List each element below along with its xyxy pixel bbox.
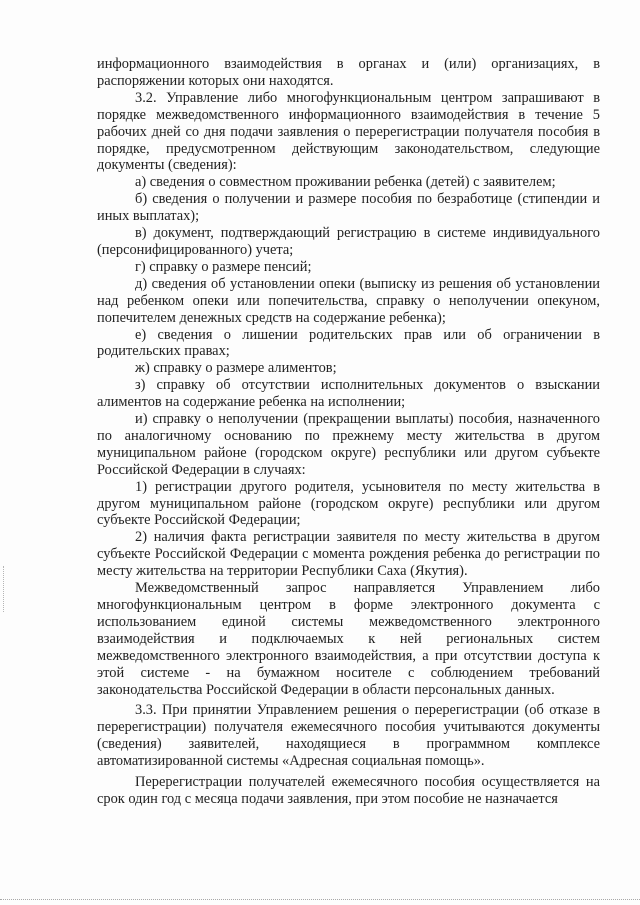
- scan-bottom-edge: [0, 899, 640, 900]
- document-body: [97, 56, 600, 808]
- sub-item-1: 1) регистрации другого родителя, усыновителя по месту жительства в другом муниципальном районе (городском округе) республики или другом субъекте Российской Федерации;: [97, 478, 600, 529]
- list-item-zh: ж) справку о размере алиментов;: [135, 360, 337, 377]
- list-item-b: б) сведения о получении и размере пособия по безработице (стипендии и иных выплатах);: [97, 191, 600, 225]
- paragraph-3-3: 3.3. При принятии Управлением решения о перерегистрации (об отказе в перерегистрации) получателя ежемесячного пособия учитываются документы (сведения) заявителей, находящиеся в программном комплексе автоматизированной системы «Адресная социальная помощь».: [97, 702, 600, 770]
- list-item-g: г) справку о размере пенсий;: [135, 258, 312, 275]
- list-item-d: д) сведения об установлении опеки (выписку из решения об установлении над ребенком опеки или попечительства, справку о неполучении опекуном, попечителем денежных средств на содержание ребенка);: [97, 275, 600, 326]
- paragraph-3-2: 3.2. Управление либо многофункциональным центром запрашивают в порядке межведомственного информационного взаимодействия в течение 5 рабочих дней со дня подачи заявления о перерегистрации получателя пособия в порядке, предусмотренном действующим законодательством, следующие документы (сведения):: [97, 89, 600, 174]
- list-item-a: а) сведения о совместном проживании ребенка (детей) с заявителем;: [135, 174, 556, 191]
- sub-item-2: 2) наличия факта регистрации заявителя по месту жительства в другом субъекте Российской Федерации с момента рождения ребенка до регистрации по месту жительства на территории Республики Саха (Якутия).: [97, 529, 600, 580]
- list-item-i: и) справку о неполучении (прекращении выплаты) пособия, назначенного по аналогичному основанию по прежнему месту жительства в другом муниципальном районе (городском округе) республики или другом субъекте Российской Федерации в случаях:: [97, 411, 600, 478]
- scan-edge-mark: [3, 566, 6, 612]
- paragraph-reregistration-term: Перерегистрации получателей ежемесячного пособия осуществляется на срок один год с месяца подачи заявления, при этом пособие не назначается: [97, 774, 600, 807]
- paragraph-interagency-request: Межведомственный запрос направляется Управлением либо многофункциональным центром в форме электронного документа с использованием единой системы межведомственного электронного взаимодействия и подключаемых к ней региональных систем межведомственного электронного взаимодействия, а при отсутствии доступа к этой системе - на бумажном носителе с соблюдением требований законодательства Российской Федерации в области персональных данных.: [97, 580, 600, 698]
- list-item-e: е) сведения о лишении родительских прав или об ограничении в родительских правах;: [97, 326, 600, 360]
- paragraph-continuation: информационного взаимодействия в органах и (или) организациях, в распоряжении которых они находятся.: [97, 56, 600, 89]
- list-item-z: з) справку об отсутствии исполнительных документов о взыскании алиментов на содержание ребенка на исполнении;: [97, 377, 600, 411]
- list-item-v: в) документ, подтверждающий регистрацию в системе индивидуального (персонифицированного) учета;: [97, 225, 600, 258]
